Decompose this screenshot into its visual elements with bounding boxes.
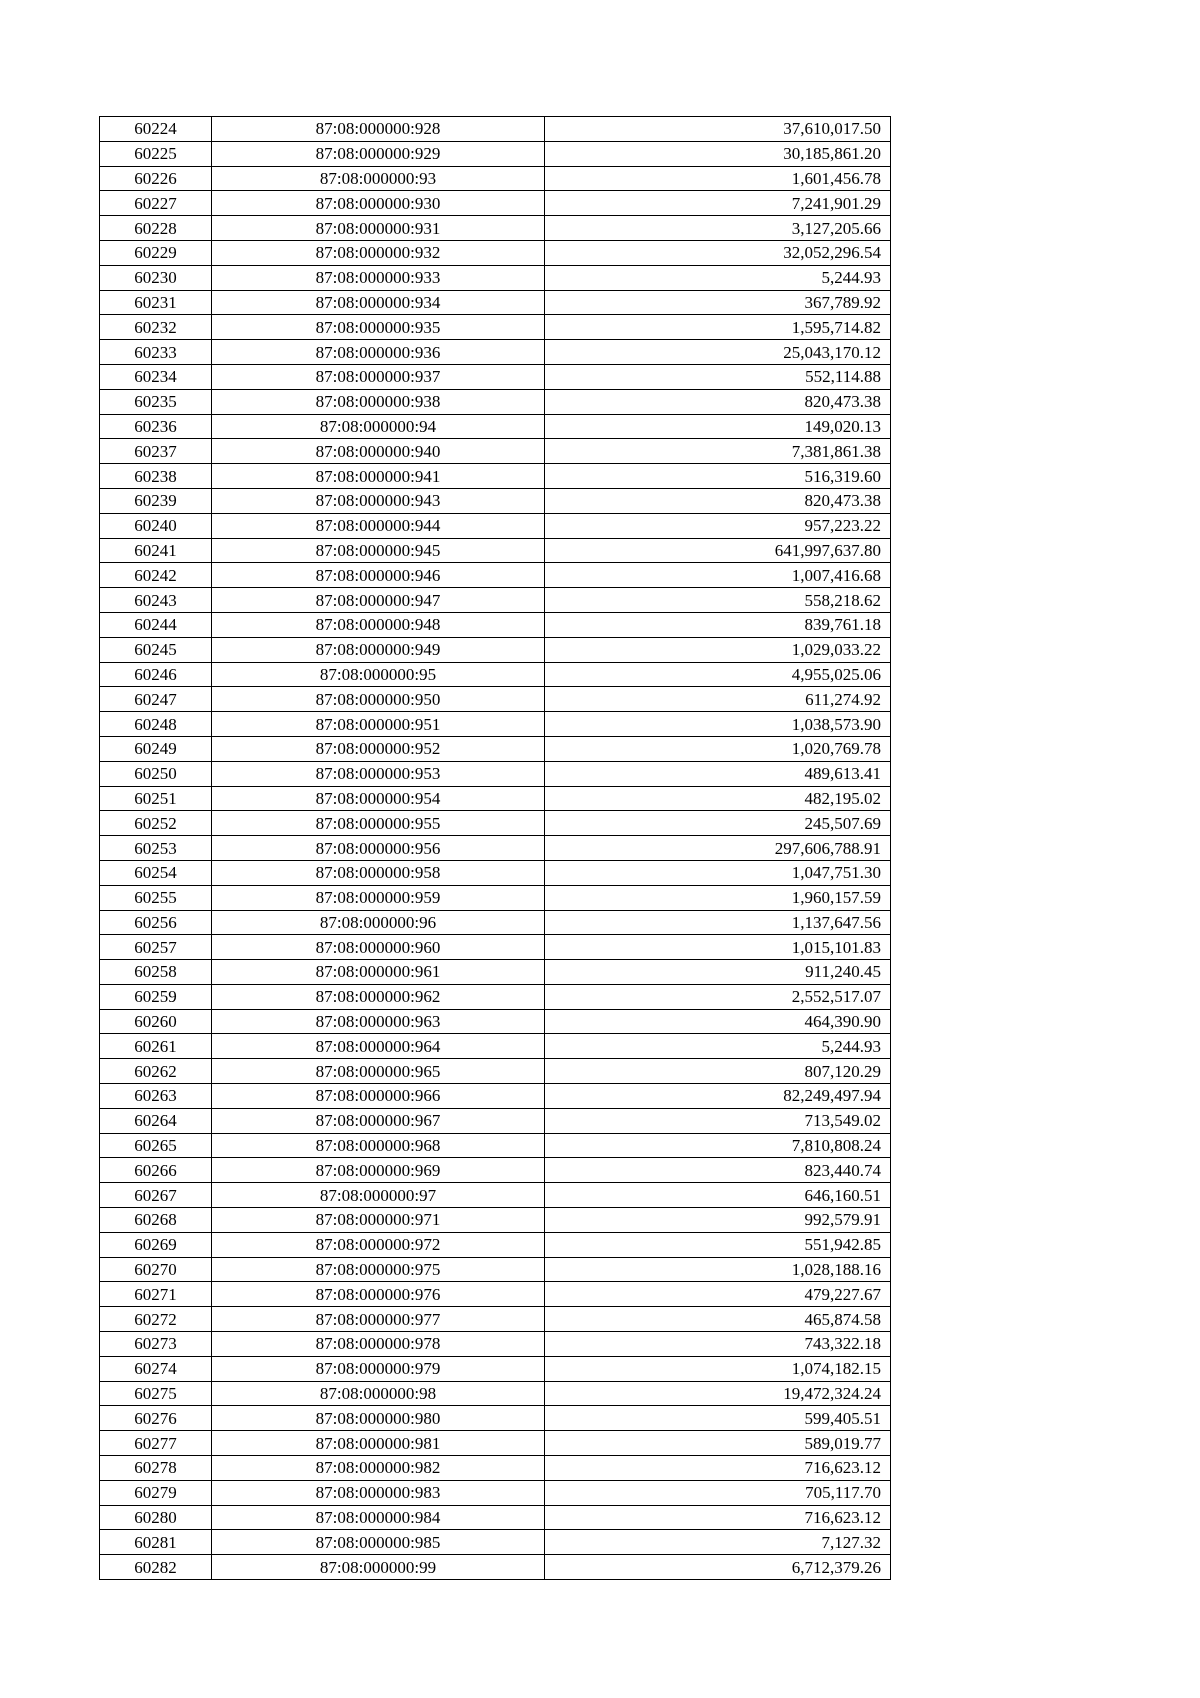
cadastral-number-cell: 87:08:000000:962 bbox=[212, 984, 545, 1009]
row-id-cell: 60255 bbox=[100, 885, 212, 910]
row-id-cell: 60254 bbox=[100, 860, 212, 885]
amount-cell: 1,038,573.90 bbox=[545, 712, 891, 737]
table-row bbox=[100, 1356, 891, 1381]
data-table bbox=[99, 116, 891, 1580]
table-row bbox=[100, 712, 891, 737]
row-id-cell: 60243 bbox=[100, 588, 212, 613]
row-id-cell: 60264 bbox=[100, 1108, 212, 1133]
table-row bbox=[100, 960, 891, 985]
table-row bbox=[100, 1431, 891, 1456]
row-id-cell: 60257 bbox=[100, 935, 212, 960]
row-id-cell: 60242 bbox=[100, 563, 212, 588]
cadastral-number-cell: 87:08:000000:979 bbox=[212, 1356, 545, 1381]
table-row bbox=[100, 216, 891, 241]
table-row bbox=[100, 1505, 891, 1530]
amount-cell: 7,381,861.38 bbox=[545, 439, 891, 464]
cadastral-number-cell: 87:08:000000:933 bbox=[212, 265, 545, 290]
amount-cell: 820,473.38 bbox=[545, 488, 891, 513]
amount-cell: 7,127.32 bbox=[545, 1530, 891, 1555]
cadastral-number-cell: 87:08:000000:958 bbox=[212, 860, 545, 885]
table-row bbox=[100, 191, 891, 216]
table-row bbox=[100, 364, 891, 389]
cadastral-number-cell: 87:08:000000:982 bbox=[212, 1456, 545, 1481]
cadastral-number-cell: 87:08:000000:954 bbox=[212, 786, 545, 811]
table-row bbox=[100, 637, 891, 662]
row-id-cell: 60244 bbox=[100, 612, 212, 637]
row-id-cell: 60236 bbox=[100, 414, 212, 439]
amount-cell: 297,606,788.91 bbox=[545, 836, 891, 861]
cadastral-number-cell: 87:08:000000:959 bbox=[212, 885, 545, 910]
row-id-cell: 60265 bbox=[100, 1133, 212, 1158]
cadastral-number-cell: 87:08:000000:945 bbox=[212, 538, 545, 563]
cadastral-number-cell: 87:08:000000:967 bbox=[212, 1108, 545, 1133]
amount-cell: 25,043,170.12 bbox=[545, 340, 891, 365]
row-id-cell: 60282 bbox=[100, 1555, 212, 1580]
cadastral-number-cell: 87:08:000000:935 bbox=[212, 315, 545, 340]
cadastral-number-cell: 87:08:000000:930 bbox=[212, 191, 545, 216]
cadastral-number-cell: 87:08:000000:971 bbox=[212, 1208, 545, 1233]
amount-cell: 489,613.41 bbox=[545, 761, 891, 786]
amount-cell: 367,789.92 bbox=[545, 290, 891, 315]
table-row bbox=[100, 984, 891, 1009]
table-row bbox=[100, 1009, 891, 1034]
amount-cell: 1,028,188.16 bbox=[545, 1257, 891, 1282]
table-row bbox=[100, 340, 891, 365]
amount-cell: 992,579.91 bbox=[545, 1208, 891, 1233]
table-row bbox=[100, 687, 891, 712]
cadastral-number-cell: 87:08:000000:983 bbox=[212, 1480, 545, 1505]
cadastral-number-cell: 87:08:000000:972 bbox=[212, 1232, 545, 1257]
cadastral-number-cell: 87:08:000000:948 bbox=[212, 612, 545, 637]
amount-cell: 1,020,769.78 bbox=[545, 736, 891, 761]
amount-cell: 552,114.88 bbox=[545, 364, 891, 389]
cadastral-number-cell: 87:08:000000:965 bbox=[212, 1059, 545, 1084]
amount-cell: 6,712,379.26 bbox=[545, 1555, 891, 1580]
table-row bbox=[100, 488, 891, 513]
table-row bbox=[100, 538, 891, 563]
amount-cell: 1,047,751.30 bbox=[545, 860, 891, 885]
cadastral-number-cell: 87:08:000000:956 bbox=[212, 836, 545, 861]
row-id-cell: 60280 bbox=[100, 1505, 212, 1530]
table-row bbox=[100, 836, 891, 861]
row-id-cell: 60231 bbox=[100, 290, 212, 315]
cadastral-number-cell: 87:08:000000:98 bbox=[212, 1381, 545, 1406]
amount-cell: 5,244.93 bbox=[545, 265, 891, 290]
cadastral-number-cell: 87:08:000000:949 bbox=[212, 637, 545, 662]
cadastral-number-cell: 87:08:000000:936 bbox=[212, 340, 545, 365]
row-id-cell: 60270 bbox=[100, 1257, 212, 1282]
cadastral-number-cell: 87:08:000000:938 bbox=[212, 389, 545, 414]
row-id-cell: 60253 bbox=[100, 836, 212, 861]
table-row bbox=[100, 736, 891, 761]
amount-cell: 1,074,182.15 bbox=[545, 1356, 891, 1381]
row-id-cell: 60276 bbox=[100, 1406, 212, 1431]
table-row bbox=[100, 1282, 891, 1307]
amount-cell: 245,507.69 bbox=[545, 811, 891, 836]
table-row bbox=[100, 464, 891, 489]
table-row bbox=[100, 1406, 891, 1431]
cadastral-number-cell: 87:08:000000:985 bbox=[212, 1530, 545, 1555]
cadastral-number-cell: 87:08:000000:961 bbox=[212, 960, 545, 985]
amount-cell: 911,240.45 bbox=[545, 960, 891, 985]
cadastral-number-cell: 87:08:000000:951 bbox=[212, 712, 545, 737]
table-row bbox=[100, 439, 891, 464]
row-id-cell: 60226 bbox=[100, 166, 212, 191]
row-id-cell: 60237 bbox=[100, 439, 212, 464]
table-row bbox=[100, 1183, 891, 1208]
cadastral-number-cell: 87:08:000000:94 bbox=[212, 414, 545, 439]
row-id-cell: 60239 bbox=[100, 488, 212, 513]
amount-cell: 82,249,497.94 bbox=[545, 1084, 891, 1109]
cadastral-number-cell: 87:08:000000:952 bbox=[212, 736, 545, 761]
amount-cell: 479,227.67 bbox=[545, 1282, 891, 1307]
table-row bbox=[100, 389, 891, 414]
row-id-cell: 60234 bbox=[100, 364, 212, 389]
cadastral-number-cell: 87:08:000000:95 bbox=[212, 662, 545, 687]
cadastral-number-cell: 87:08:000000:981 bbox=[212, 1431, 545, 1456]
row-id-cell: 60260 bbox=[100, 1009, 212, 1034]
cadastral-number-cell: 87:08:000000:928 bbox=[212, 117, 545, 142]
table-row bbox=[100, 141, 891, 166]
row-id-cell: 60224 bbox=[100, 117, 212, 142]
cadastral-number-cell: 87:08:000000:944 bbox=[212, 513, 545, 538]
cadastral-number-cell: 87:08:000000:968 bbox=[212, 1133, 545, 1158]
amount-cell: 2,552,517.07 bbox=[545, 984, 891, 1009]
cadastral-number-cell: 87:08:000000:940 bbox=[212, 439, 545, 464]
cadastral-number-cell: 87:08:000000:950 bbox=[212, 687, 545, 712]
amount-cell: 19,472,324.24 bbox=[545, 1381, 891, 1406]
amount-cell: 1,007,416.68 bbox=[545, 563, 891, 588]
row-id-cell: 60230 bbox=[100, 265, 212, 290]
table-row bbox=[100, 1257, 891, 1282]
cadastral-number-cell: 87:08:000000:943 bbox=[212, 488, 545, 513]
table-row bbox=[100, 265, 891, 290]
amount-cell: 1,601,456.78 bbox=[545, 166, 891, 191]
amount-cell: 1,595,714.82 bbox=[545, 315, 891, 340]
row-id-cell: 60229 bbox=[100, 240, 212, 265]
cadastral-number-cell: 87:08:000000:93 bbox=[212, 166, 545, 191]
row-id-cell: 60267 bbox=[100, 1183, 212, 1208]
cadastral-number-cell: 87:08:000000:931 bbox=[212, 216, 545, 241]
row-id-cell: 60251 bbox=[100, 786, 212, 811]
amount-cell: 7,241,901.29 bbox=[545, 191, 891, 216]
row-id-cell: 60274 bbox=[100, 1356, 212, 1381]
amount-cell: 641,997,637.80 bbox=[545, 538, 891, 563]
table-row bbox=[100, 910, 891, 935]
amount-cell: 464,390.90 bbox=[545, 1009, 891, 1034]
amount-cell: 611,274.92 bbox=[545, 687, 891, 712]
cadastral-number-cell: 87:08:000000:97 bbox=[212, 1183, 545, 1208]
table-row bbox=[100, 588, 891, 613]
cadastral-number-cell: 87:08:000000:966 bbox=[212, 1084, 545, 1109]
cadastral-number-cell: 87:08:000000:953 bbox=[212, 761, 545, 786]
amount-cell: 149,020.13 bbox=[545, 414, 891, 439]
row-id-cell: 60259 bbox=[100, 984, 212, 1009]
row-id-cell: 60263 bbox=[100, 1084, 212, 1109]
row-id-cell: 60249 bbox=[100, 736, 212, 761]
table-row bbox=[100, 1133, 891, 1158]
amount-cell: 646,160.51 bbox=[545, 1183, 891, 1208]
table-row bbox=[100, 1158, 891, 1183]
row-id-cell: 60268 bbox=[100, 1208, 212, 1233]
row-id-cell: 60228 bbox=[100, 216, 212, 241]
row-id-cell: 60266 bbox=[100, 1158, 212, 1183]
table-row bbox=[100, 1307, 891, 1332]
cadastral-number-cell: 87:08:000000:963 bbox=[212, 1009, 545, 1034]
amount-cell: 716,623.12 bbox=[545, 1505, 891, 1530]
row-id-cell: 60278 bbox=[100, 1456, 212, 1481]
amount-cell: 716,623.12 bbox=[545, 1456, 891, 1481]
cadastral-number-cell: 87:08:000000:978 bbox=[212, 1332, 545, 1357]
row-id-cell: 60238 bbox=[100, 464, 212, 489]
amount-cell: 5,244.93 bbox=[545, 1034, 891, 1059]
amount-cell: 1,137,647.56 bbox=[545, 910, 891, 935]
table-row bbox=[100, 1084, 891, 1109]
row-id-cell: 60269 bbox=[100, 1232, 212, 1257]
row-id-cell: 60275 bbox=[100, 1381, 212, 1406]
cadastral-number-cell: 87:08:000000:977 bbox=[212, 1307, 545, 1332]
amount-cell: 599,405.51 bbox=[545, 1406, 891, 1431]
row-id-cell: 60232 bbox=[100, 315, 212, 340]
row-id-cell: 60258 bbox=[100, 960, 212, 985]
table-row bbox=[100, 1456, 891, 1481]
row-id-cell: 60273 bbox=[100, 1332, 212, 1357]
table-row bbox=[100, 166, 891, 191]
table-body bbox=[100, 117, 891, 1580]
amount-cell: 7,810,808.24 bbox=[545, 1133, 891, 1158]
row-id-cell: 60279 bbox=[100, 1480, 212, 1505]
table-row bbox=[100, 935, 891, 960]
row-id-cell: 60248 bbox=[100, 712, 212, 737]
row-id-cell: 60250 bbox=[100, 761, 212, 786]
row-id-cell: 60247 bbox=[100, 687, 212, 712]
row-id-cell: 60271 bbox=[100, 1282, 212, 1307]
amount-cell: 516,319.60 bbox=[545, 464, 891, 489]
row-id-cell: 60281 bbox=[100, 1530, 212, 1555]
table-row bbox=[100, 117, 891, 142]
table-row bbox=[100, 1059, 891, 1084]
amount-cell: 589,019.77 bbox=[545, 1431, 891, 1456]
amount-cell: 465,874.58 bbox=[545, 1307, 891, 1332]
table-row bbox=[100, 513, 891, 538]
cadastral-number-cell: 87:08:000000:975 bbox=[212, 1257, 545, 1282]
row-id-cell: 60233 bbox=[100, 340, 212, 365]
table-row bbox=[100, 1232, 891, 1257]
table-row bbox=[100, 1332, 891, 1357]
amount-cell: 1,960,157.59 bbox=[545, 885, 891, 910]
amount-cell: 1,029,033.22 bbox=[545, 637, 891, 662]
table-row bbox=[100, 786, 891, 811]
table-row bbox=[100, 315, 891, 340]
row-id-cell: 60272 bbox=[100, 1307, 212, 1332]
amount-cell: 482,195.02 bbox=[545, 786, 891, 811]
table-row bbox=[100, 414, 891, 439]
cadastral-number-cell: 87:08:000000:937 bbox=[212, 364, 545, 389]
cadastral-number-cell: 87:08:000000:947 bbox=[212, 588, 545, 613]
cadastral-number-cell: 87:08:000000:976 bbox=[212, 1282, 545, 1307]
cadastral-number-cell: 87:08:000000:941 bbox=[212, 464, 545, 489]
cadastral-number-cell: 87:08:000000:934 bbox=[212, 290, 545, 315]
row-id-cell: 60252 bbox=[100, 811, 212, 836]
row-id-cell: 60262 bbox=[100, 1059, 212, 1084]
table-row bbox=[100, 860, 891, 885]
cadastral-number-cell: 87:08:000000:946 bbox=[212, 563, 545, 588]
amount-cell: 4,955,025.06 bbox=[545, 662, 891, 687]
row-id-cell: 60235 bbox=[100, 389, 212, 414]
table-row bbox=[100, 1034, 891, 1059]
amount-cell: 3,127,205.66 bbox=[545, 216, 891, 241]
cadastral-number-cell: 87:08:000000:929 bbox=[212, 141, 545, 166]
amount-cell: 30,185,861.20 bbox=[545, 141, 891, 166]
table-row bbox=[100, 240, 891, 265]
amount-cell: 37,610,017.50 bbox=[545, 117, 891, 142]
row-id-cell: 60227 bbox=[100, 191, 212, 216]
row-id-cell: 60256 bbox=[100, 910, 212, 935]
amount-cell: 558,218.62 bbox=[545, 588, 891, 613]
cadastral-number-cell: 87:08:000000:969 bbox=[212, 1158, 545, 1183]
cadastral-number-cell: 87:08:000000:964 bbox=[212, 1034, 545, 1059]
amount-cell: 823,440.74 bbox=[545, 1158, 891, 1183]
amount-cell: 820,473.38 bbox=[545, 389, 891, 414]
table-row bbox=[100, 662, 891, 687]
table-row bbox=[100, 290, 891, 315]
table-row bbox=[100, 1480, 891, 1505]
cadastral-number-cell: 87:08:000000:955 bbox=[212, 811, 545, 836]
row-id-cell: 60245 bbox=[100, 637, 212, 662]
cadastral-number-cell: 87:08:000000:960 bbox=[212, 935, 545, 960]
cadastral-number-cell: 87:08:000000:99 bbox=[212, 1555, 545, 1580]
table-row bbox=[100, 563, 891, 588]
amount-cell: 839,761.18 bbox=[545, 612, 891, 637]
amount-cell: 807,120.29 bbox=[545, 1059, 891, 1084]
row-id-cell: 60241 bbox=[100, 538, 212, 563]
amount-cell: 32,052,296.54 bbox=[545, 240, 891, 265]
cadastral-number-cell: 87:08:000000:980 bbox=[212, 1406, 545, 1431]
table-row bbox=[100, 1555, 891, 1580]
amount-cell: 551,942.85 bbox=[545, 1232, 891, 1257]
amount-cell: 957,223.22 bbox=[545, 513, 891, 538]
table-row bbox=[100, 811, 891, 836]
table-row bbox=[100, 1381, 891, 1406]
table-row bbox=[100, 885, 891, 910]
amount-cell: 1,015,101.83 bbox=[545, 935, 891, 960]
row-id-cell: 60261 bbox=[100, 1034, 212, 1059]
row-id-cell: 60240 bbox=[100, 513, 212, 538]
table-row bbox=[100, 761, 891, 786]
cadastral-number-cell: 87:08:000000:932 bbox=[212, 240, 545, 265]
row-id-cell: 60277 bbox=[100, 1431, 212, 1456]
amount-cell: 743,322.18 bbox=[545, 1332, 891, 1357]
amount-cell: 713,549.02 bbox=[545, 1108, 891, 1133]
row-id-cell: 60225 bbox=[100, 141, 212, 166]
table-row bbox=[100, 1530, 891, 1555]
table-row bbox=[100, 612, 891, 637]
amount-cell: 705,117.70 bbox=[545, 1480, 891, 1505]
cadastral-number-cell: 87:08:000000:984 bbox=[212, 1505, 545, 1530]
table-row bbox=[100, 1108, 891, 1133]
table-row bbox=[100, 1208, 891, 1233]
cadastral-number-cell: 87:08:000000:96 bbox=[212, 910, 545, 935]
row-id-cell: 60246 bbox=[100, 662, 212, 687]
